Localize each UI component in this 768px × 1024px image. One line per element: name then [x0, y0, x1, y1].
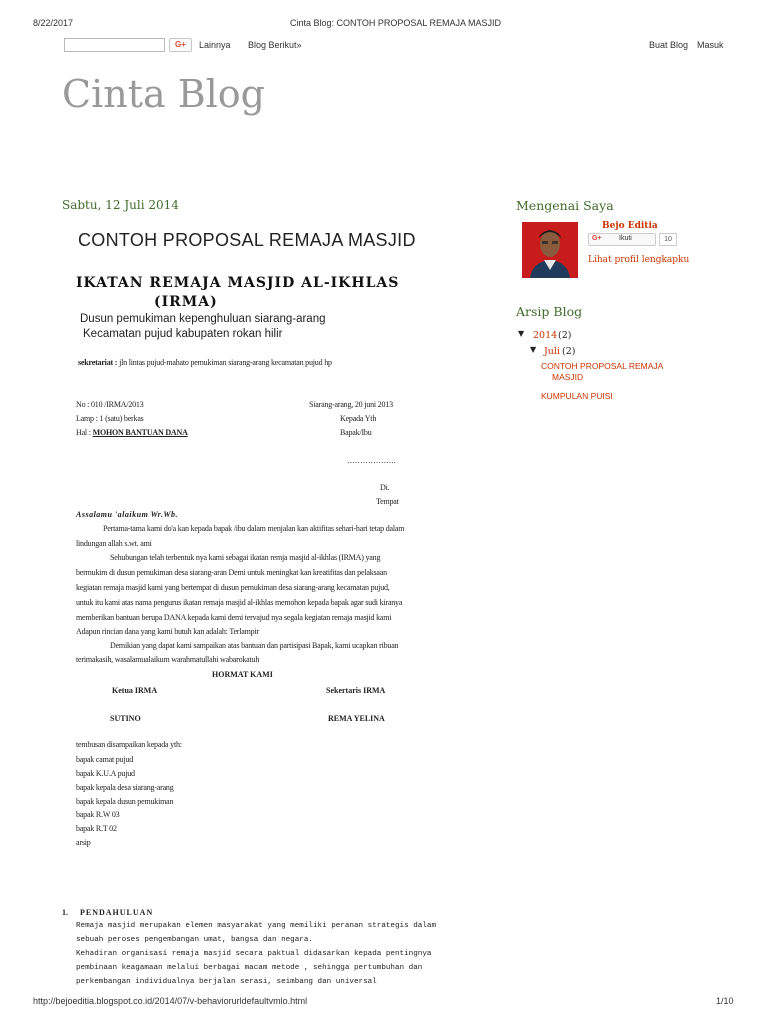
address-line-1: Dusun pemukiman kepenghuluan siarang-arang: [80, 313, 326, 325]
print-url: http://bejoeditia.blogspot.co.id/2014/07/v-behaviorurldefaultvmlo.html: [33, 996, 308, 1006]
next-blog-link[interactable]: Blog Berikut»: [248, 40, 302, 50]
closing: HORMAT KAMI: [212, 670, 273, 679]
place-date: Siarang-arang, 20 juni 2013: [309, 400, 393, 409]
body-line: Demikian yang dapat kami sampaikan atas bantuan dan partisipasi Bapak, kami ucapkan ribuan: [110, 641, 399, 650]
post-title[interactable]: CONTOH PROPOSAL REMAJA MASJID: [78, 230, 416, 250]
print-page-number: 1/10: [716, 996, 734, 1006]
subject-label: Hal :: [76, 428, 91, 437]
body-line: bermukim di dusun pemukiman desa siarang-aran Demi untuk meningkat kan kreatifitas dan pelaksaan: [76, 568, 387, 577]
print-date: 8/22/2017: [33, 18, 74, 28]
cc-line: arsip: [76, 838, 91, 847]
intro-line: sebuah peroses pengembangan umat, bangsa dan negara.: [76, 936, 313, 944]
cc-line: bapak R.T 02: [76, 824, 117, 833]
body-line: Adapun rincian dana yang kami butuh kan adalah: Terlampir: [76, 627, 259, 636]
print-page-title: Cinta Blog: CONTOH PROPOSAL REMAJA MASJID: [290, 18, 502, 28]
intro-line: Kehadiran organisasi remaja masjid secara paktual didasarkan kepada pentingnya: [76, 950, 432, 958]
address-line-2: Kecamatan pujud kabupaten rokan hilir: [83, 328, 283, 340]
section-title: PENDAHULUAN: [80, 908, 154, 917]
archive-post-link[interactable]: CONTOH PROPOSAL REMAJA: [541, 361, 664, 371]
recipient-place: Tempat: [376, 497, 399, 506]
archive-month-link[interactable]: Juli: [544, 346, 561, 357]
letter-subject: [76, 428, 188, 437]
search-input[interactable]: [64, 38, 165, 52]
org-name: IKATAN REMAJA MASJID AL-IKHLAS: [76, 275, 400, 291]
archive-post-link-cont[interactable]: MASJID: [552, 372, 584, 382]
about-heading: Mengenai Saya: [516, 198, 614, 213]
intro-line: perkembangan individualnya berjalan serasi, seimbang dan universal: [76, 978, 377, 986]
recipient-title: Bapak/Ibu: [340, 428, 372, 437]
gplus-button[interactable]: G+: [169, 38, 192, 52]
secretariat-text: jln lintas pujud-mahato pemukiman siarang-arang kecamatan pujud hp: [119, 358, 332, 367]
create-blog-link[interactable]: Buat Blog: [649, 40, 689, 50]
month-toggle-icon[interactable]: ▼: [530, 345, 537, 354]
secretariat-label: sekretariat :: [78, 358, 118, 367]
secretary-title: Sekertaris IRMA: [326, 686, 386, 695]
body-line: memberikan bantuan berupa DANA kepada kami demi tervajud nya segala kegiatan remaja masjid kami: [76, 613, 392, 622]
intro-line: pembinaan keagamaan melalui berbagai macam metode , sehingga pertumbuhan dan: [76, 964, 423, 972]
cc-line: bapak camat pujud: [76, 755, 134, 764]
profile-avatar[interactable]: [522, 222, 578, 278]
body-line: kegiatan remaja masjid kami yang bertempat di dusun pemukiman desa siarang-arang kecamatan pujud,: [76, 583, 390, 592]
gplus-icon: G+: [592, 235, 602, 242]
recipient-to: Kepada Yth: [340, 414, 377, 423]
chairman-title: Ketua IRMA: [112, 686, 158, 695]
year-toggle-icon[interactable]: ▼: [518, 329, 525, 338]
letter-number: No : 010 /IRMA/2013: [76, 400, 144, 409]
secretariat-line: [78, 358, 332, 367]
more-link[interactable]: Lainnya: [199, 40, 231, 50]
cc-line: bapak kepala dusun pemukiman: [76, 797, 174, 806]
follow-button[interactable]: [588, 233, 656, 246]
letter-attachment: Lamp : 1 (satu) berkas: [76, 414, 144, 423]
body-line: Pertama-tama kami do'a kan kepada bapak /ibu dalam menjalan kan aktifitas sehari-hari tetap dalam: [103, 524, 405, 533]
login-link[interactable]: Masuk: [697, 40, 724, 50]
cc-line: bapak R.W 03: [76, 810, 120, 819]
secretary-name: REMA YELINA: [328, 714, 385, 723]
cc-line: bapak K.U.A pujud: [76, 769, 135, 778]
subject-value: MOHON BANTUAN DANA: [92, 428, 188, 437]
org-abbrev: (IRMA): [154, 294, 218, 310]
recipient-di: Di.: [380, 483, 390, 492]
follower-count: 10: [659, 233, 677, 246]
body-line: untuk itu kami atas nama pengurus ikatan remaja masjid al-ikhlas memohon kepada bapak agar sudi kiranya: [76, 598, 403, 607]
intro-line: Remaja masjid merupakan elemen masyarakat yang memiliki peranan strategis dalam: [76, 922, 437, 930]
body-line: lindungan allah s.wt. ami: [76, 539, 152, 548]
blog-title[interactable]: Cinta Blog: [62, 72, 265, 116]
chairman-name: SUTINO: [110, 714, 141, 723]
person-photo-icon: [522, 222, 578, 278]
body-line: terimakasih, wasalamualaikum warahmatullahi wabarokatuh: [76, 655, 260, 664]
archive-heading: Arsip Blog: [516, 304, 583, 319]
section-number: 1.: [62, 908, 68, 917]
archive-year-link[interactable]: 2014: [533, 330, 558, 341]
archive-post-link[interactable]: KUMPULAN PUISI: [541, 391, 613, 401]
post-date: Sabtu, 12 Juli 2014: [62, 198, 179, 212]
archive-month-count: (2): [562, 346, 576, 357]
follow-label: Ikuti: [619, 235, 632, 242]
cc-line: tembusan disampaikan kepada yth:: [76, 740, 182, 749]
cc-line: bapak kepala desa siarang-arang: [76, 783, 174, 792]
view-profile-link[interactable]: Lihat profil lengkapku: [588, 255, 690, 265]
archive-year-count: (2): [558, 330, 572, 341]
recipient-dots: ……………….: [347, 456, 396, 465]
body-line: Sehubungan telah terbentuk nya kami sebagai ikatan remja masjid al-ikhlas (IRMA) yang: [110, 553, 381, 562]
profile-name[interactable]: Bejo Editia: [602, 221, 658, 231]
greeting: Assalamu 'alaikum Wr.Wb.: [76, 510, 178, 519]
